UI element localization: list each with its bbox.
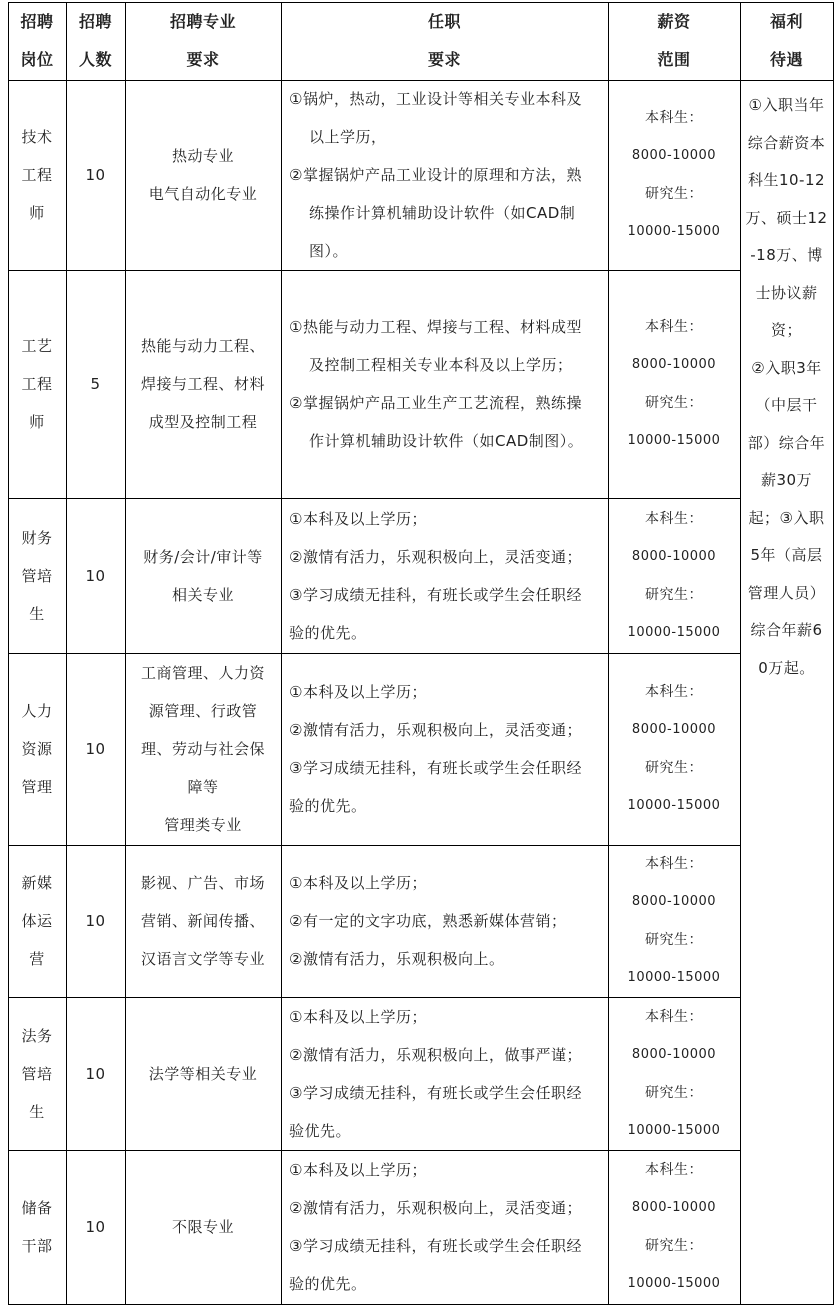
header-text: 福利 [769,12,803,31]
position-text: 营 [29,950,45,968]
requirement-text: ②有一定的文字功底，熟悉新媒体营销； [289,912,567,930]
position-cell [8,997,66,1150]
salary-text: 8000-10000 [631,722,717,737]
major-text: 汉语言文学等专业 [140,950,265,968]
requirement-text: 验的优先。 [289,797,367,815]
count-cell [66,270,125,498]
count-text: 10 [85,1218,106,1236]
requirement-text: ②激情有活力，乐观积极向上，灵活变通； [289,547,582,566]
benefits-text: 部）综合年 [747,433,826,452]
salary-text: 研究生： [645,932,703,948]
benefits-cell [740,80,833,1304]
salary-cell [608,1150,740,1304]
salary-text: 8000-10000 [631,1200,717,1215]
position-cell [8,498,66,653]
salary-text: 8000-10000 [631,894,717,909]
requirement-text: ③学习成绩无挂科，有班长或学生会任职经 [289,759,582,777]
major-text: 法学等相关专业 [148,1064,258,1083]
benefits-text: 薪30万 [760,471,813,489]
header-position [8,2,66,80]
requirement-cell [281,270,608,498]
major-text: 工商管理、人力资 [140,664,265,682]
position-text: 储备 [21,1199,53,1217]
salary-text: 本科生： [645,1162,703,1178]
salary-text: 研究生： [645,586,703,603]
major-cell [125,997,281,1150]
salary-text: 研究生： [645,395,703,411]
table-border [833,2,834,1305]
requirement-text: 图）。 [309,242,349,260]
salary-text: 本科生： [645,319,703,335]
header-text: 招聘 [20,12,54,31]
header-major [125,2,281,80]
table-border [8,80,834,81]
requirement-cell [281,498,608,653]
count-cell [66,80,125,270]
table-border [8,270,741,271]
table-border [8,997,741,998]
position-cell [8,270,66,498]
count-text: 10 [85,912,106,930]
major-text: 热动专业 [171,147,234,165]
count-cell [66,498,125,653]
table-border [8,845,741,846]
salary-cell [608,845,740,997]
table-border [125,2,126,1305]
position-text: 干部 [21,1237,53,1255]
major-text: 电气自动化专业 [148,185,258,203]
major-cell [125,270,281,498]
major-cell [125,845,281,997]
salary-text: 研究生： [645,186,703,202]
position-text: 管培 [21,566,53,585]
salary-text: 研究生： [645,1238,703,1254]
salary-text: 8000-10000 [631,357,717,372]
salary-text: 本科生： [645,684,703,700]
benefits-text: 科生10-12 [747,171,826,189]
position-text: 工艺 [21,337,53,355]
header-text: 招聘 [78,12,112,31]
major-text: 财务/会计/审计等 [143,547,263,566]
requirement-cell [281,845,608,997]
benefits-text: 综合薪资本 [747,133,826,152]
salary-text: 10000-15000 [627,970,721,985]
requirement-text: ②掌握锅炉产品工业生产工艺流程，熟练操 [289,394,582,412]
benefits-text: -18万、博 [750,246,823,264]
header-text: 要求 [427,50,461,69]
major-text: 成型及控制工程 [148,413,258,431]
count-text: 10 [85,1064,106,1083]
requirement-cell [281,653,608,845]
major-cell [125,1150,281,1304]
benefits-text: 士协议薪 [755,283,818,302]
header-text: 范围 [657,50,691,69]
benefits-text: 起；③入职 [748,508,825,527]
header-text: 要求 [186,50,220,69]
table-border [608,2,609,1305]
requirement-cell [281,997,608,1150]
position-text: 人力 [21,702,53,720]
position-text: 生 [29,1102,45,1121]
header-text: 岗位 [20,50,54,69]
position-text: 师 [29,204,45,222]
salary-text: 10000-15000 [627,1276,721,1291]
requirement-cell [281,80,608,270]
count-cell [66,1150,125,1304]
table-border [740,2,741,1305]
requirement-text: ①锅炉，热动，工业设计等相关专业本科及 [289,90,582,108]
header-text: 待遇 [769,50,803,69]
major-text: 焊接与工程、材料 [140,375,265,393]
benefits-text: ②入职3年 [751,358,822,377]
table-border [8,1150,741,1151]
salary-cell [608,653,740,845]
salary-text: 10000-15000 [627,1122,721,1138]
position-text: 法务 [21,1026,53,1045]
salary-text: 本科生： [645,856,703,872]
requirement-text: 作计算机辅助设计软件（如CAD制图）。 [309,432,584,450]
requirement-text: ①本科及以上学历； [289,509,427,528]
requirement-text: ①本科及以上学历； [289,1007,427,1026]
major-cell [125,498,281,653]
position-text: 工程 [21,375,53,393]
position-text: 工程 [21,166,53,184]
benefits-text: 5年（高层 [750,546,823,564]
major-cell [125,653,281,845]
requirement-text: 以上学历， [309,128,387,146]
major-cell [125,80,281,270]
count-cell [66,845,125,997]
requirement-text: ②激情有活力，乐观积极向上，灵活变通； [289,1199,582,1217]
major-text: 障等 [187,778,219,796]
requirement-text: 练操作计算机辅助设计软件（如CAD制 [309,204,576,222]
major-text: 相关专业 [171,585,234,604]
position-text: 技术 [21,128,53,146]
benefits-text: 综合年薪6 [750,621,823,639]
benefits-text: 管理人员） [747,583,826,602]
benefits-text: 0万起。 [758,658,815,677]
position-text: 体运 [21,912,53,930]
major-text: 管理类专业 [164,816,242,834]
salary-cell [608,498,740,653]
requirement-text: ③学习成绩无挂科，有班长或学生会任职经 [289,1237,582,1255]
count-text: 5 [90,375,101,393]
requirement-cell [281,1150,608,1304]
requirement-text: ②激情有活力，乐观积极向上，灵活变通； [289,721,582,739]
position-cell [8,845,66,997]
requirement-text: ②激情有活力，乐观积极向上。 [289,950,505,968]
major-text: 影视、广告、市场 [140,874,265,892]
position-text: 师 [29,413,45,431]
table-border [8,2,834,3]
requirement-text: ②激情有活力，乐观积极向上，做事严谨； [289,1045,582,1064]
requirement-text: ③学习成绩无挂科，有班长或学生会任职经 [289,1083,582,1102]
requirement-text: ③学习成绩无挂科，有班长或学生会任职经 [289,585,582,604]
count-cell [66,997,125,1150]
header-text: 薪资 [657,12,691,31]
count-text: 10 [85,166,106,184]
salary-text: 10000-15000 [627,798,721,813]
position-text: 资源 [21,740,53,758]
table-border [66,2,67,1305]
salary-text: 本科生： [645,110,703,126]
requirement-text: ①本科及以上学历； [289,683,427,701]
header-benefits [740,2,833,80]
salary-text: 8000-10000 [631,1046,717,1062]
requirement-text: 及控制工程相关专业本科及以上学历； [309,356,573,374]
requirement-text: 验的优先。 [289,1275,367,1293]
salary-text: 本科生： [645,510,703,527]
requirement-text: ①本科及以上学历； [289,874,427,892]
position-cell [8,1150,66,1304]
requirement-text: ②掌握锅炉产品工业设计的原理和方法，熟 [289,166,582,184]
position-text: 管理 [21,778,53,796]
position-text: 管培 [21,1064,53,1083]
table-border [281,2,282,1305]
salary-text: 8000-10000 [631,148,717,163]
header-count [66,2,125,80]
major-text: 热能与动力工程、 [140,337,265,355]
count-text: 10 [85,740,106,758]
requirement-text: 验的优先。 [289,623,367,642]
major-text: 不限专业 [171,1218,234,1236]
requirement-text: ①热能与动力工程、焊接与工程、材料成型 [289,318,582,336]
position-cell [8,80,66,270]
table-border [8,653,741,654]
table-border [8,2,9,1305]
salary-cell [608,80,740,270]
salary-text: 8000-10000 [631,548,717,564]
benefits-text: （中层干 [755,396,818,414]
table-border [8,498,741,499]
position-cell [8,653,66,845]
major-text: 营销、新闻传播、 [140,912,265,930]
position-text: 新媒 [21,874,53,892]
header-text: 人数 [78,50,112,69]
benefits-text: ①入职当年 [748,96,825,114]
salary-text: 研究生： [645,1084,703,1101]
salary-text: 10000-15000 [627,624,721,640]
salary-text: 本科生： [645,1008,703,1025]
requirement-text: ①本科及以上学历； [289,1161,427,1179]
benefits-text: 万、硕士12 [745,208,828,227]
salary-cell [608,997,740,1150]
benefits-text: 资； [770,321,802,339]
major-text: 源管理、行政管 [148,702,258,720]
count-cell [66,653,125,845]
table-border [8,1304,834,1305]
header-salary [608,2,740,80]
header-requirement [281,2,608,80]
salary-text: 10000-15000 [627,224,721,239]
salary-text: 研究生： [645,760,703,776]
salary-cell [608,270,740,498]
header-text: 任职 [427,12,461,31]
requirement-text: 验优先。 [289,1121,352,1140]
header-text: 招聘专业 [169,12,236,31]
position-text: 财务 [21,528,53,547]
salary-text: 10000-15000 [627,433,721,448]
count-text: 10 [85,566,106,585]
major-text: 理、劳动与社会保 [140,740,265,758]
position-text: 生 [29,604,45,623]
